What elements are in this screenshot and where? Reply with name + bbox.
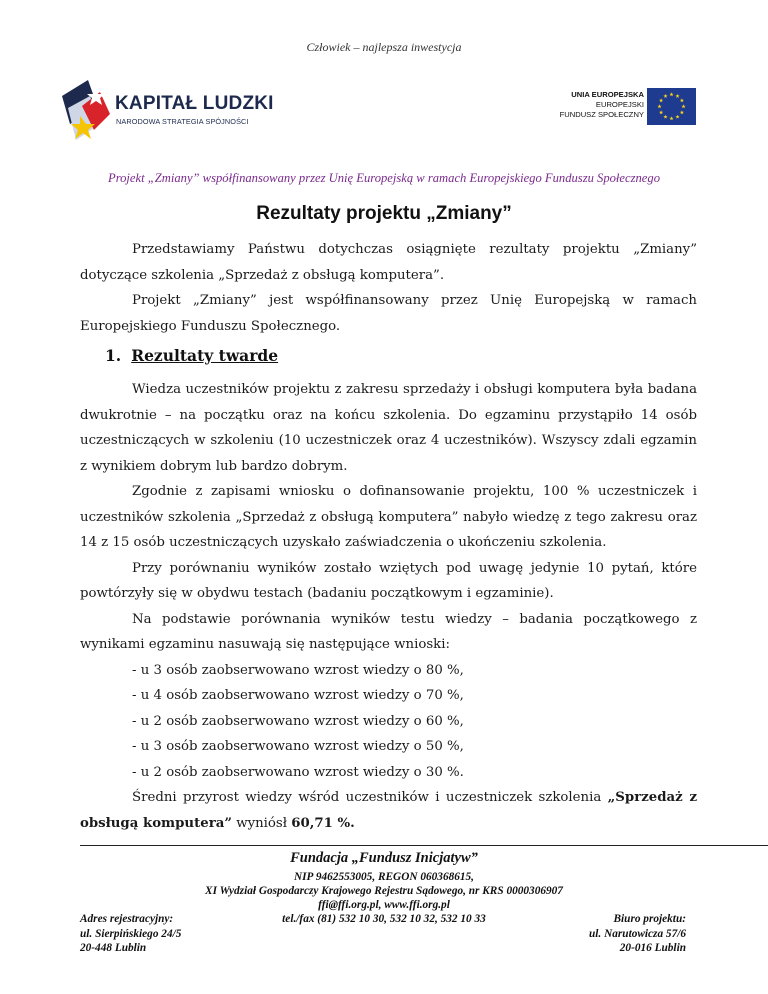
footer-left-street: ul. Sierpińskiego 24/5 — [80, 927, 182, 940]
footer-phone: tel./fax (81) 532 10 30, 532 10 32, 532 10 33 — [282, 913, 486, 925]
results-paragraph-4: Na podstawie porównania wyników testu wiedzy – badania początkowego z wynikami egzaminu nasuwają się następujące wnioski: — [80, 611, 697, 652]
results-paragraph-2: Zgodnie z zapisami wniosku o dofinansowanie projektu, 100 % uczestniczek i uczestników szkolenia „Sprzedaż z obsługą komputera” nabyło wiedzę z tego zakresu oraz 14 z 15 osób uczestniczących uzyskało zaświadczenia o ukończeniu szkolenia. — [80, 484, 697, 550]
eu-flag-icon — [647, 88, 696, 125]
footer-project-office — [556, 912, 686, 956]
summary-paragraph — [80, 785, 697, 836]
footer-registered-address — [80, 912, 181, 956]
footer-left-label: Adres rejestracyjny: — [80, 913, 174, 925]
list-item: - u 2 osób zaobserwowano wzrost wiedzy o 30 %. — [132, 764, 464, 780]
footer-left-city: 20-448 Lublin — [80, 942, 147, 954]
list-item: - u 3 osób zaobserwowano wzrost wiedzy o 50 %, — [132, 739, 464, 754]
intro-paragraph-1: Przedstawiamy Państwu dotychczas osiągnięte rezultaty projektu „Zmiany” dotyczące szkolenia „Sprzedaż z obsługą komputera”. — [80, 242, 697, 283]
section-number: 1. — [105, 346, 122, 365]
summary-text-start: Średni przyrost wiedzy wśród uczestników i uczestniczek szkolenia — [132, 790, 608, 805]
header-tagline: Człowiek – najlepsza inwestycja — [306, 40, 462, 54]
footer-divider — [80, 845, 768, 846]
eu-logo-line3: FUNDUSZ SPOŁECZNY — [559, 110, 644, 119]
list-item: - u 4 osób zaobserwowano wzrost wiedzy o 70 %, — [132, 688, 464, 703]
results-paragraph-3: Przy porównaniu wyników zostało wziętych pod uwagę jedynie 10 pytań, które powtórzyły się w obydwu testach (badaniu początkowym i egzaminie). — [80, 560, 697, 601]
footer-krs: XI Wydział Gospodarczy Krajowego Rejestru Sądowego, nr KRS 0000306907 — [205, 885, 563, 897]
page-title: Rezultaty projektu „Zmiany” — [256, 203, 512, 224]
footer-org-name: Fundacja „Fundusz Inicjatyw” — [290, 850, 478, 866]
list-item: - u 2 osób zaobserwowano wzrost wiedzy o 60 %, — [132, 713, 464, 729]
section-body — [80, 377, 697, 836]
summary-text-mid: wyniósł — [231, 815, 292, 831]
footer-nip: NIP 9462553005, REGON 060368615, — [293, 871, 475, 883]
footer-contact: ffi@ffi.org.pl, www.ffi.org.pl — [318, 899, 450, 911]
eu-logo-line1: UNIA EUROPEJSKA — [571, 90, 644, 99]
intro-paragraph-2: Projekt „Zmiany” jest współfinansowany przez Unię Europejską w ramach Europejskiego Funduszu Społecznego. — [80, 293, 697, 334]
results-paragraph-1: Wiedza uczestników projektu z zakresu sprzedaży i obsługi komputera była badana dwukrotnie – na początku oraz na końcu szkolenia. Do egzaminu przystąpiło 14 osób uczestniczących w szkoleniu (10 uczestniczek oraz 4 uczestników). Wszyscy zdali egzamin z wynikiem dobrym lub bardzo dobrym. — [80, 382, 697, 474]
footer-right-city: 20-016 Lublin — [619, 942, 686, 954]
section-title: Rezultaty twarde — [131, 346, 279, 365]
summary-course-name: „Sprzedaż z obsługą komputera” — [80, 790, 697, 831]
intro-section — [80, 237, 697, 339]
footer-right-street: ul. Narutowicza 57/6 — [589, 927, 686, 940]
section-heading — [105, 346, 278, 365]
eu-logo-text — [520, 90, 644, 120]
footer-right-label: Biuro projektu: — [613, 913, 686, 925]
list-item: - u 3 osób zaobserwowano wzrost wiedzy o 80 %, — [132, 662, 464, 678]
eu-logo-line2: EUROPEJSKI — [595, 100, 644, 109]
project-cofinancing-line: Projekt „Zmiany” współfinansowany przez Unię Europejską w ramach Europejskiego Funduszu Społecznego — [108, 171, 660, 185]
kl-logo-title: KAPITAŁ LUDZKI — [115, 93, 274, 114]
kl-logo-subtitle: NARODOWA STRATEGIA SPÓJNOŚCI — [116, 117, 249, 126]
summary-average-value: 60,71 %. — [291, 815, 355, 831]
